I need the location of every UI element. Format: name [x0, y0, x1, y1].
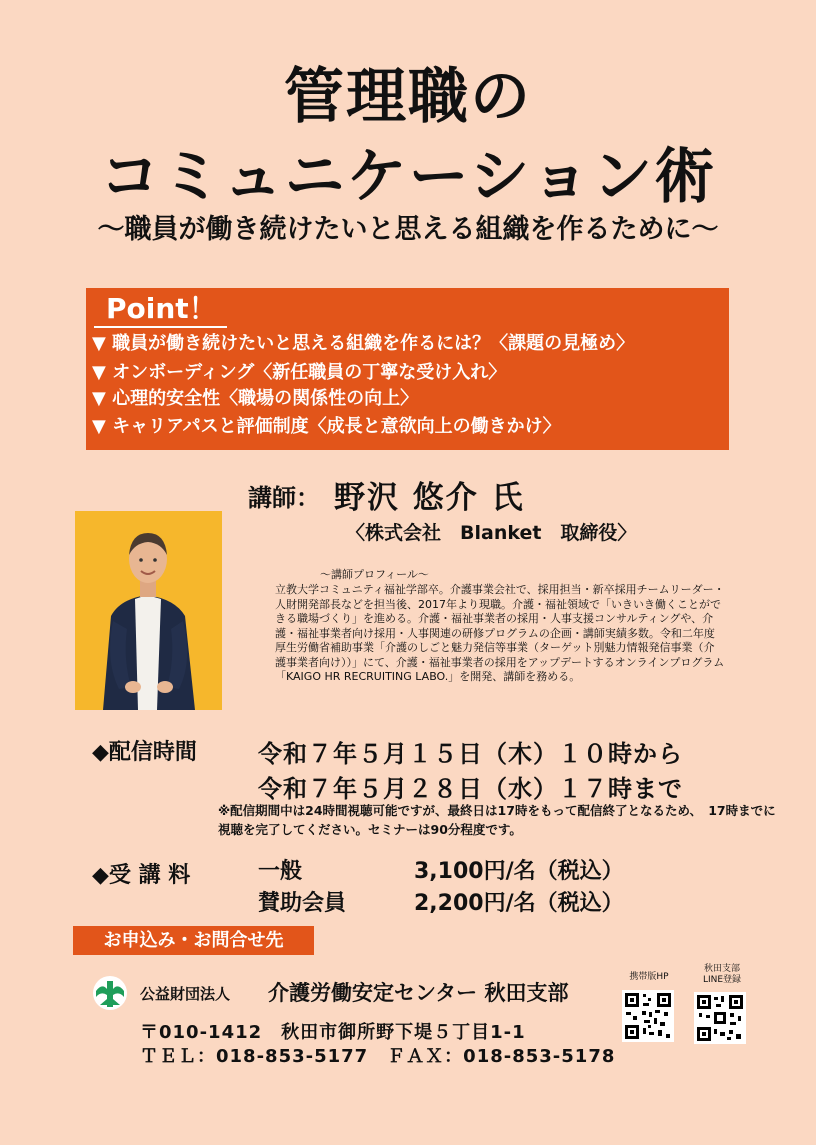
organization-type: 公益財団法人: [140, 985, 231, 1003]
fee-price-general: 3,100円/名（税込）: [414, 859, 624, 884]
organization-logo-icon: [92, 975, 128, 1011]
point-item-1: ▼ 職員が働き続けたいと思える組織を作るには？〈課題の見極め〉: [92, 333, 635, 354]
lecturer-name: 野沢 悠介 氏: [334, 480, 525, 516]
lecturer-portrait-illustration: [75, 511, 222, 710]
organization-name: 介護労働安定センター 秋田支部: [268, 981, 569, 1005]
point-item-3: ▼ 心理的安全性〈職場の関係性の向上〉: [92, 388, 419, 409]
lecturer-label: 講師：: [248, 484, 320, 512]
profile-text: 立教大学コミュニティ福祉学部卒。介護事業会社で、採用担当・新卒採用チームリーダー・人財開発部長などを担当後、2017年より現職。介護・福祉領域で「いきいき働くことができる職場づくり」を進める。介護・福祉事業者の採用・人事支援コンサルティングや、介護・福祉事業者向け採用・人事関連の研修プログラムの企画・講師実績多数。令和二年度厚生労働省補助事業「介護のしごと魅力発信等事業（ターゲット別魅力情報発信事業（介護事業者向け））」にて、介護・福祉事業者の採用をアップデートするオンラインプログラム「KAIGO HR RECRUITING LABO.」を開発、講師を務める。: [275, 583, 725, 683]
address: 〒010-1412 秋田市御所野下堤５丁目1-1: [140, 1022, 526, 1043]
distribution-end: 令和７年５月２８日（水）１７時まで: [258, 775, 683, 803]
qr-code-line-icon[interactable]: [694, 992, 746, 1044]
phone-fax: ＴＥＬ：018-853-5177 ＦＡＸ：018-853-5178: [140, 1046, 616, 1067]
distribution-start: 令和７年５月１５日（木）１０時から: [258, 740, 683, 768]
title-line-2: コミュニケーション術: [99, 142, 717, 212]
profile-title: 〜講師プロフィール〜: [320, 568, 429, 581]
distribution-label: ◆配信時間: [92, 740, 197, 765]
point-box: [86, 288, 729, 450]
distribution-note: ※配信期間中は24時間視聴可能ですが、最終日は17時をもって配信終了となるため、 17時までに視聴を完了してください。セミナーは90分程度です。: [218, 803, 776, 837]
fee-label: ◆受 講 料: [92, 863, 191, 888]
lecturer-affiliation: 〈株式会社 Blanket 取締役〉: [346, 522, 637, 544]
point-heading: Point！: [94, 292, 227, 328]
point-item-2: ▼ オンボーディング〈新任職員の丁寧な受け入れ〉: [92, 362, 507, 383]
contact-heading: お申込み・お問合せ先: [73, 926, 314, 955]
qr-line-caption: [690, 964, 754, 986]
qr-code-mobile-icon[interactable]: [622, 990, 674, 1042]
fee-price-member: 2,200円/名（税込）: [414, 891, 624, 916]
qr-mobile-caption: 携帯版HP: [629, 972, 669, 982]
lecturer-photo: [75, 511, 222, 710]
point-item-4: ▼ キャリアパスと評価制度〈成長と意欲向上の働きかけ〉: [92, 416, 561, 437]
title-line-1: 管理職の: [284, 62, 532, 132]
fee-type-general: 一般: [258, 859, 303, 884]
qr-line-caption-1: 秋田支部: [703, 964, 740, 974]
fee-type-member: 賛助会員: [258, 891, 347, 916]
subtitle: 〜職員が働き続けたいと思える組織を作るために〜: [97, 214, 719, 245]
qr-line-caption-2: LINE登録: [702, 975, 742, 985]
